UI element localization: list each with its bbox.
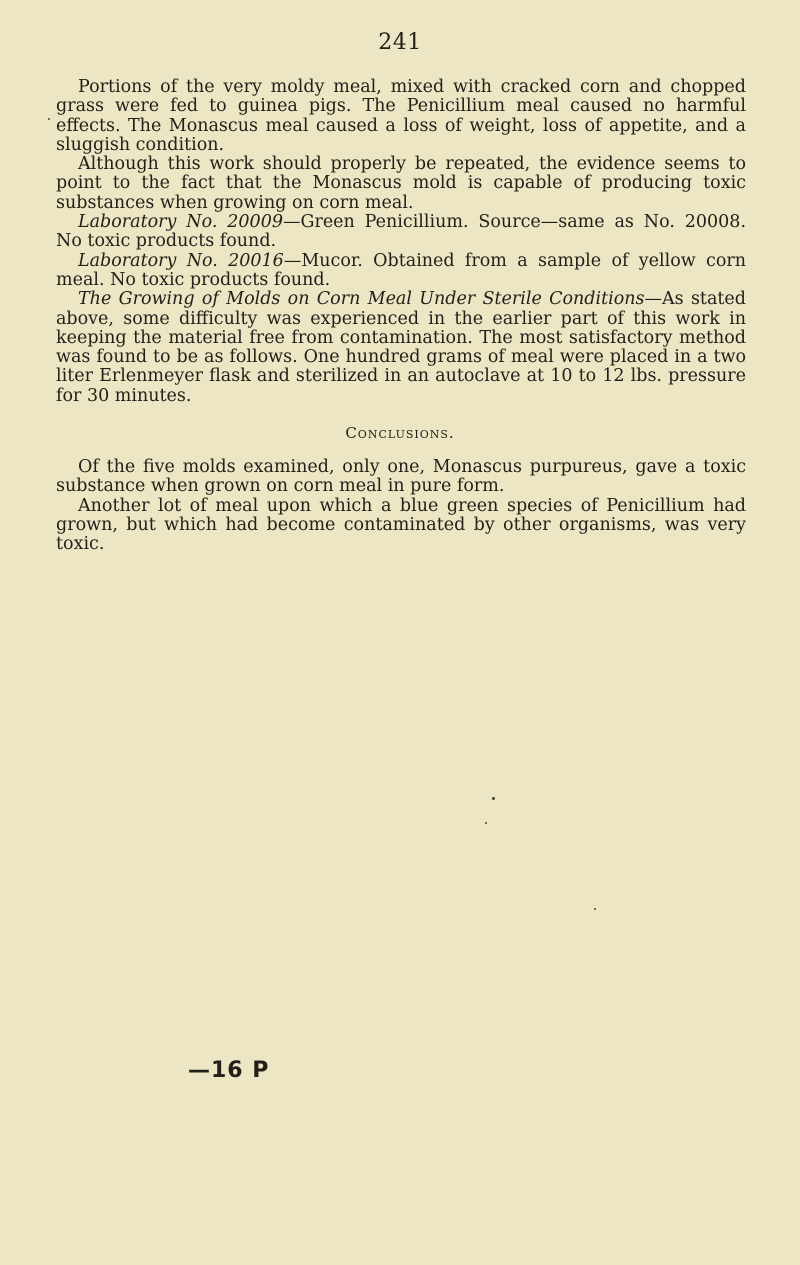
conclusion-paragraph (56, 458, 746, 497)
paragraph-guinea-pigs (56, 78, 746, 155)
conclusion-paragraph (56, 497, 746, 555)
body-text (56, 78, 746, 406)
paragraph-text: —Mucor. Obtained from a sample of yellow corn meal. No toxic products found. (56, 250, 747, 290)
paper-speck (48, 118, 50, 120)
paragraph-lab-20016 (56, 252, 746, 291)
paragraph-text: Portions of the very moldy meal, mixed with cracked corn and chopped grass were fed to guinea pigs. The Penicillium meal caused no harmful effects. The Monascus meal caused a loss of weight, loss of appetite, and a sluggish condition. (56, 77, 746, 155)
conclusions-text (56, 458, 746, 554)
paragraph-text: —As stated above, some difficulty was experienced in the earlier part of this work in keeping the material free from contamination. The most satisfactory method was found to be as follows. One hundred grams of meal were placed in a two liter Erlenmeyer flask and sterilized in an autoclave at 10 to 12 lbs. pressure for 30 minutes. (56, 289, 746, 406)
conclusions-heading: Conclusions. (345, 424, 455, 442)
signature-mark: —16 P (188, 1058, 270, 1083)
paper-speck (492, 797, 495, 800)
paragraph-text: Of the five molds examined, only one, Monascus purpureus, gave a toxic substance when grown on corn meal in pure form. (56, 457, 746, 497)
paragraph-text: Another lot of meal upon which a blue green species of Penicillium had grown, but which had become contaminated by other organisms, was very toxic. (56, 495, 746, 555)
page-number: 241 (378, 30, 422, 55)
paragraph-evidence (56, 155, 746, 213)
paper-speck (485, 822, 487, 824)
subsection-title: The Growing of Molds on Corn Meal Under Sterile Conditions (78, 289, 645, 310)
lab-number-label: Laboratory No. 20016 (78, 250, 284, 271)
paragraph-text: Although this work should properly be repeated, the evidence seems to point to the fact that the Monascus mold is capable of producing toxic substances when growing on corn meal. (56, 154, 746, 213)
paper-speck (594, 908, 596, 910)
paragraph-sterile-conditions (56, 290, 746, 406)
paragraph-text: —Green Penicillium. Source—same as No. 20008. No toxic products found. (56, 212, 747, 252)
lab-number-label: Laboratory No. 20009 (78, 212, 283, 233)
paragraph-lab-20009 (56, 213, 746, 252)
